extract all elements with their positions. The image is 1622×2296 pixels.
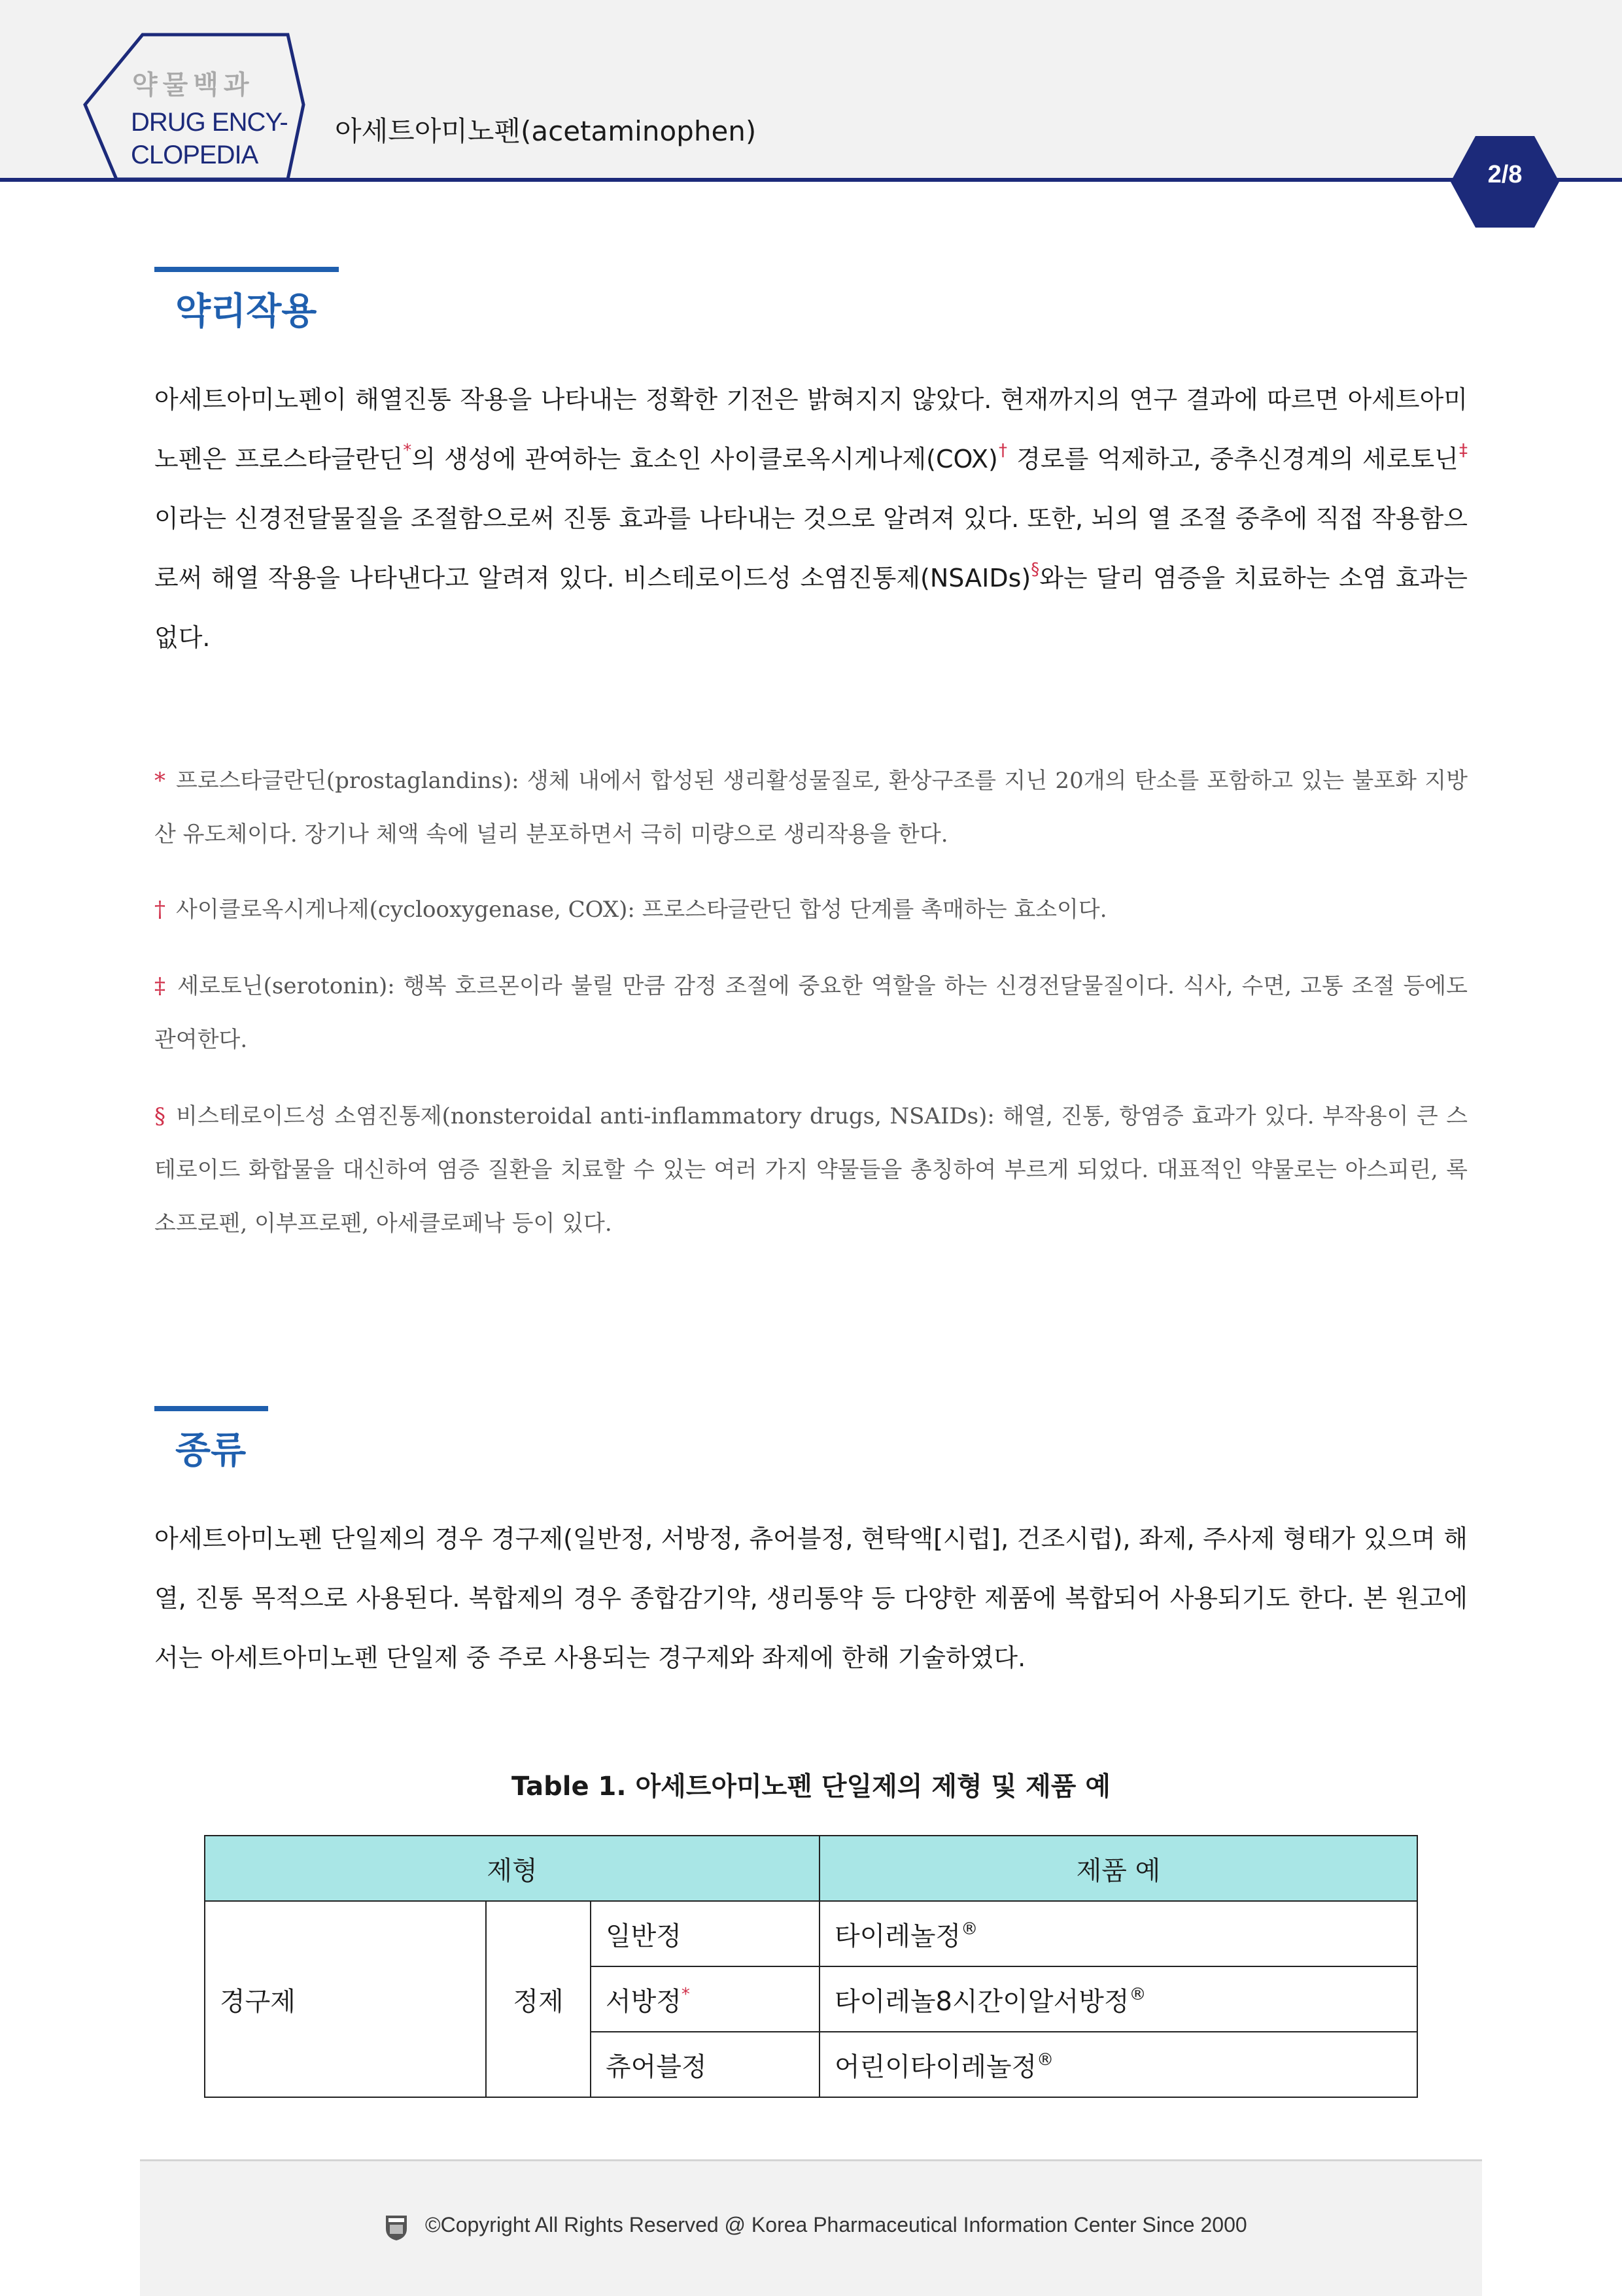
copyright-text: ©Copyright All Rights Reserved @ Korea Pharmaceutical Information Center Since 2000 (425, 2213, 1247, 2236)
form-text: 서방정 (606, 1986, 682, 2017)
logo-english (131, 106, 288, 171)
table-caption: Table 1. 아세트아미노펜 단일제의 제형 및 제품 예 (511, 1772, 1111, 1802)
registered-mark: ® (961, 1919, 978, 1939)
footnote-text: 세로토닌(serotonin): 행복 호르몬이라 불릴 만큼 감정 조절에 중요한 역할을 하는 신경전달물질이다. 식사, 수면, 고통 조절 등에도 관여한다. (154, 973, 1468, 1053)
paragraph-text: 아세트아미노펜이 해열진통 작용을 나타내는 정확한 기전은 밝혀지지 않았다. 현재까지의 연구 결과에 따르면 아세트아미노펜은 프로스타글란딘 (154, 385, 1468, 473)
product-text: 타이레놀정 (835, 1921, 961, 1951)
registered-mark: ® (1129, 1984, 1147, 2004)
footnote-text: 사이클로옥시게나제(cyclooxygenase, COX): 프로스타글란딘 합성 단계를 촉매하는 효소이다. (176, 897, 1107, 923)
section-title-pharmacology: 약리작용 (175, 290, 317, 333)
footnote-mark: ‡ (154, 973, 167, 999)
cell-product (820, 1901, 1417, 1966)
cell-subgroup: 정제 (486, 1901, 591, 2097)
section-title-bar (154, 1406, 268, 1411)
logo-korean: 약물백과 (132, 70, 254, 100)
logo-english-line1: DRUG ENCY- (131, 108, 288, 137)
page-number: 2/8 (1487, 161, 1523, 188)
product-text: 어린이타이레놀정 (835, 2051, 1037, 2082)
cell-product (820, 1966, 1417, 2032)
cell-form (591, 2032, 820, 2097)
paragraph-text: 의 생성에 관여하는 효소인 사이클로옥시게나제(COX) (411, 445, 998, 473)
footnote-text: 프로스타글란딘(prostaglandins): 생체 내에서 합성된 생리활성물질로, 환상구조를 지닌 20개의 탄소를 포함하고 있는 불포화 지방산 유도체이다. 장기나 체액 속에 널리 분포하면서 극히 미량으로 생리작용을 한다. (154, 768, 1468, 848)
header-rule (0, 178, 1622, 182)
paragraph-text: 와는 달리 염증을 치료하는 소염 효과는 없다. (154, 564, 1468, 652)
footnote-ref-serotonin[interactable]: ‡ (1458, 441, 1468, 460)
footnote (154, 959, 1468, 1067)
form-footnote-mark: * (681, 1984, 690, 2004)
cell-form (591, 1966, 820, 2032)
header-form: 제형 (205, 1836, 820, 1901)
cell-group: 경구제 (205, 1901, 486, 2097)
cell-product (820, 2032, 1417, 2097)
section-title-types: 종류 (175, 1430, 247, 1472)
product-text: 타이레놀8시간이알서방정 (835, 1986, 1130, 2017)
footnote-ref-nsaids[interactable]: § (1031, 560, 1040, 579)
footnote-mark: † (154, 897, 165, 923)
cell-form (591, 1901, 820, 1966)
paragraph-text: 경로를 억제하고, 중추신경계의 세로토닌 (1008, 445, 1458, 473)
footnote-mark: * (154, 768, 165, 794)
footnote-ref-cox[interactable]: † (997, 441, 1009, 460)
header-product: 제품 예 (820, 1836, 1417, 1901)
footnote-ref-prostaglandin[interactable]: * (403, 441, 412, 460)
footnote (154, 1089, 1468, 1250)
document-title: 아세트아미노펜(acetaminophen) (335, 115, 757, 147)
footnote-text: 비스테로이드성 소염진통제(nonsteroidal anti-inflammatory drugs, NSAIDs): 해열, 진통, 항염증 효과가 있다. 부작용이 큰 스테로이드 화합물을 대신하여 염증 질환을 치료할 수 있는 여러 가지 약물들을 총칭하여 부르게 되었다. 대표적인 약물로는 아스피린, 록소프로펜, 이부프로펜, 아세클로페낙 등이 있다. (154, 1103, 1468, 1237)
footnote (154, 883, 1468, 936)
paragraph-text: 이라는 신경전달물질을 조절함으로써 진통 효과를 나타내는 것으로 알려져 있다. 또한, 뇌의 열 조절 중추에 직접 작용함으로써 해열 작용을 나타낸다고 알려져 있다. 비스테로이드성 소염진통제(NSAIDs) (154, 504, 1468, 592)
pharmacology-paragraph (154, 370, 1468, 668)
table-row (205, 1901, 1417, 1966)
form-text: 츄어블정 (606, 2051, 707, 2082)
emblem-icon (383, 2213, 409, 2242)
footnote (154, 754, 1468, 861)
types-paragraph: 아세트아미노펜 단일제의 경우 경구제(일반정, 서방정, 츄어블정, 현탁액[시럽], 건조시럽), 좌제, 주사제 형태가 있으며 해열, 진통 목적으로 사용된다. 복합제의 경우 종합감기약, 생리통약 등 다양한 제품에 복합되어 사용되기도 한다. 본 원고에서는 아세트아미노펜 단일제 중 주로 사용되는 경구제와 좌제에 한해 기술하였다. (154, 1524, 1468, 1672)
product-table (204, 1835, 1418, 2098)
footnote-mark: § (154, 1103, 165, 1129)
logo-english-line2: CLOPEDIA (131, 141, 258, 169)
section-title-bar (154, 267, 339, 272)
registered-mark: ® (1037, 2049, 1054, 2070)
table-header-row (205, 1836, 1417, 1901)
form-text: 일반정 (606, 1921, 682, 1951)
